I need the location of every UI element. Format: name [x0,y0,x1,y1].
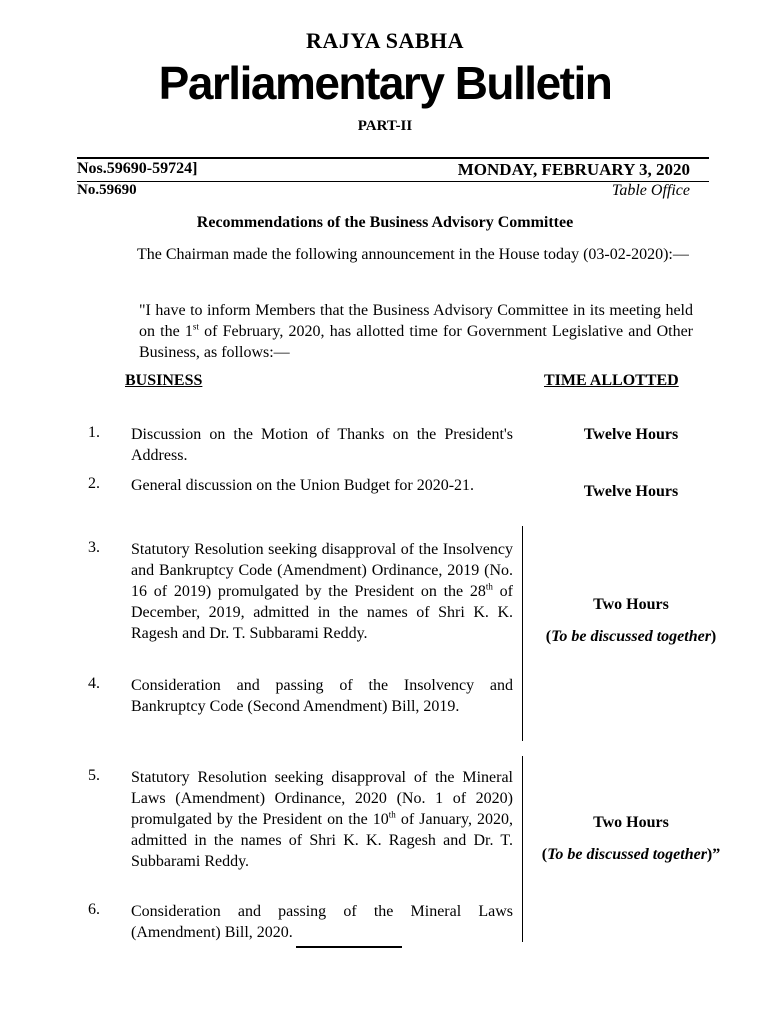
note-bracket: ) [710,628,717,645]
item-text-part: Statutory Resolution seeking disapproval of the Insolvency and Bankruptcy Code (Amendment) Ordinance, 2019 (No. 16 of 2019) promulgated by the President on the 28 [131,541,513,600]
item-ordinal: th [485,581,493,592]
office-name: Table Office [611,182,690,199]
item-text-part: Statutory Resolution seeking disapproval of the Mineral Laws (Amendment) Ordinance, 2020 (No. 1 of 2020) promulgated by the President on the 10 [131,769,513,828]
item-number: 6. [88,901,100,918]
house-name: RAJYA SABHA [305,28,465,53]
item-text-part: of December, 2019, admitted in the names of Shri K. K. Ragesh and Dr. T. Subbarami Reddy. [131,583,513,642]
note-bracket: )” [706,846,721,863]
time-note [540,626,722,647]
business-item: Consideration and passing of the Mineral Laws (Amendment) Bill, 2020. [131,903,513,941]
time-allotted: Two Hours [593,814,669,831]
item-number: 1. [88,424,100,441]
note-bracket: ( [541,846,548,863]
end-rule [296,946,402,948]
business-item: Consideration and passing of the Insolvency and Bankruptcy Code (Second Amendment) Bill, 2019. [131,677,513,715]
bulletin-number: No.59690 [77,182,137,198]
intro-paragraph [77,244,693,265]
business-item: Discussion on the Motion of Thanks on the President's Address. [131,426,513,464]
time-allotted: Twelve Hours [583,483,679,500]
bulletin-numbers: Nos.59690-59724] [77,160,198,177]
business-item [131,767,513,872]
header-rule-top [77,157,709,159]
note-text: To be discussed together [547,846,707,863]
bulletin-title: Parliamentary Bulletin [158,57,612,109]
quote-part-1: "I have to inform Members that the Business Advisory Committee in its meeting held on the 1 [139,302,693,340]
time-note [540,844,722,865]
group-bracket [522,526,523,741]
item-number: 2. [88,475,100,492]
quote-ordinal: st [192,321,199,332]
item-number: 4. [88,675,100,692]
bulletin-part: PART-II [357,118,413,134]
note-text: To be discussed together [551,628,711,645]
time-allotted: Two Hours [593,596,669,613]
note-bracket: ( [545,628,552,645]
item-number: 5. [88,767,100,784]
item-text-part: of January, 2020, admitted in the names of Shri K. K. Ragesh and Dr. T. Subbarami Reddy. [131,811,513,870]
business-column-header: BUSINESS [125,372,203,389]
time-allotted: Twelve Hours [583,426,679,443]
subject-heading: Recommendations of the Business Advisory Committee [196,214,574,231]
quote-part-2: of February, 2020, has allotted time for Government Legislative and Other Business, as follows:— [139,323,694,361]
intro-text: The Chairman made the following announcement in the House today (03-02-2020):— [137,246,689,263]
announcement-quote [139,300,693,363]
business-item: General discussion on the Union Budget for 2020-21. [131,477,475,494]
time-column-header: TIME ALLOTTED [544,372,679,389]
group-bracket [522,756,523,942]
item-ordinal: th [388,809,396,820]
bulletin-date: MONDAY, FEBRUARY 3, 2020 [457,160,690,179]
item-number: 3. [88,539,100,556]
business-item [131,539,513,644]
